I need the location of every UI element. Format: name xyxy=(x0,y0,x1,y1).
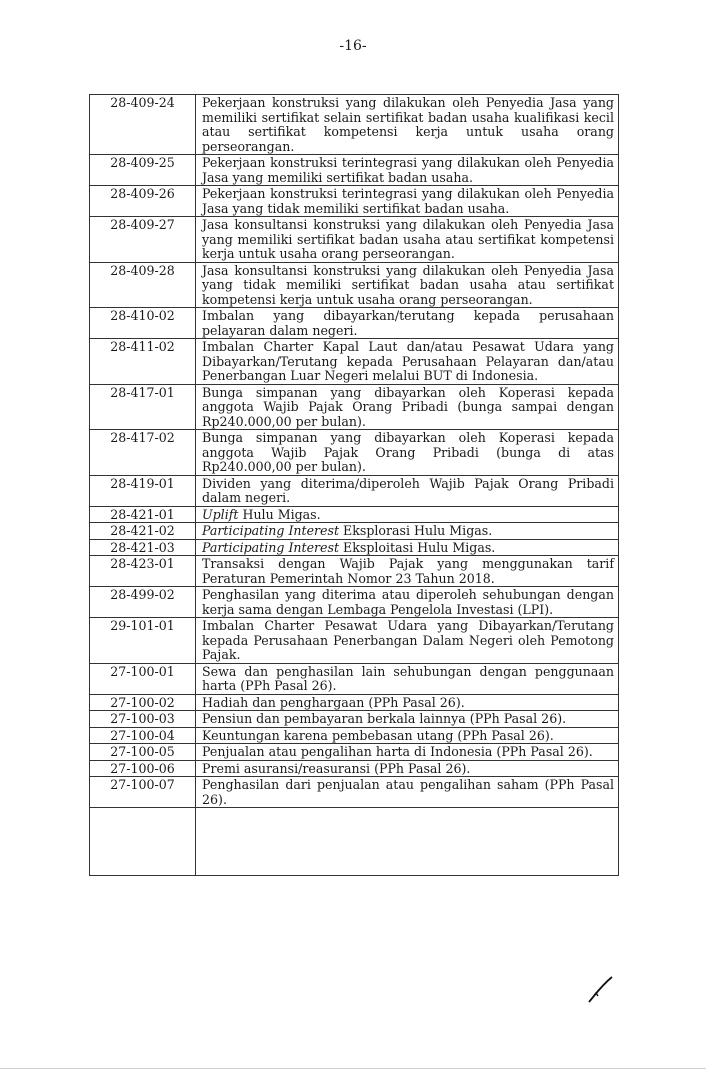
table-row xyxy=(90,744,619,761)
row-code: 28-409-25 xyxy=(90,155,196,186)
row-description: Sewa dan penghasilan lain sehubungan dengan penggunaan harta (PPh Pasal 26). xyxy=(196,663,619,694)
row-code: 28-409-24 xyxy=(90,95,196,155)
table-row xyxy=(90,523,619,540)
description-text: Hulu Migas. xyxy=(238,506,321,522)
row-code: 28-421-03 xyxy=(90,539,196,556)
row-description: Penghasilan yang diterima atau diperoleh sehubungan dengan kerja sama dengan Lembaga Pengelola Investasi (LPI). xyxy=(196,587,619,618)
row-description: Jasa konsultansi konstruksi yang dilakukan oleh Penyedia Jasa yang memiliki sertifikat badan usaha atau sertifikat kompetensi kerja untuk usaha orang perseorangan. xyxy=(196,217,619,263)
description-text: Eksploitasi Hulu Migas. xyxy=(339,539,496,555)
row-description: Pekerjaan konstruksi terintegrasi yang dilakukan oleh Penyedia Jasa yang memiliki sertifikat badan usaha. xyxy=(196,155,619,186)
table-row xyxy=(90,475,619,506)
table-row xyxy=(90,384,619,430)
row-description: Penghasilan dari penjualan atau pengalihan saham (PPh Pasal 26). xyxy=(196,777,619,808)
row-description: Pekerjaan konstruksi yang dilakukan oleh Penyedia Jasa yang memiliki sertifikat selain sertifikat badan usaha kualifikasi kecil atau sertifikat kompetensi kerja untuk usaha orang perseorangan. xyxy=(196,95,619,155)
row-code: 27-100-05 xyxy=(90,744,196,761)
table-row xyxy=(90,777,619,808)
row-code: 28-417-01 xyxy=(90,384,196,430)
row-description: Imbalan yang dibayarkan/terutang kepada perusahaan pelayaran dalam negeri. xyxy=(196,308,619,339)
row-description: Hadiah dan penghargaan (PPh Pasal 26). xyxy=(196,694,619,711)
table-row xyxy=(90,711,619,728)
row-code: 27-100-06 xyxy=(90,760,196,777)
row-code: 28-409-28 xyxy=(90,262,196,308)
table-row xyxy=(90,587,619,618)
empty-code-cell xyxy=(90,808,196,876)
tax-code-table xyxy=(89,94,619,876)
table-row xyxy=(90,663,619,694)
scan-edge-line xyxy=(0,1068,706,1069)
empty-description-cell xyxy=(196,808,619,876)
row-code: 29-101-01 xyxy=(90,618,196,664)
row-description xyxy=(196,523,619,540)
table-row xyxy=(90,155,619,186)
row-code: 28-499-02 xyxy=(90,587,196,618)
row-description: Imbalan Charter Pesawat Udara yang Dibayarkan/Terutang kepada Perusahaan Penerbangan Dalam Negeri oleh Pemotong Pajak. xyxy=(196,618,619,664)
row-description: Pensiun dan pembayaran berkala lainnya (PPh Pasal 26). xyxy=(196,711,619,728)
table-row xyxy=(90,186,619,217)
table-row xyxy=(90,506,619,523)
row-code: 28-409-26 xyxy=(90,186,196,217)
table-row xyxy=(90,339,619,385)
row-description: Dividen yang diterima/diperoleh Wajib Pajak Orang Pribadi dalam negeri. xyxy=(196,475,619,506)
row-code: 27-100-03 xyxy=(90,711,196,728)
row-description: Bunga simpanan yang dibayarkan oleh Koperasi kepada anggota Wajib Pajak Orang Pribadi (bunga sampai dengan Rp240.000,00 per bulan). xyxy=(196,384,619,430)
row-code: 27-100-04 xyxy=(90,727,196,744)
row-description: Keuntungan karena pembebasan utang (PPh Pasal 26). xyxy=(196,727,619,744)
italic-term: Participating Interest xyxy=(202,523,340,538)
table-row xyxy=(90,539,619,556)
table-row xyxy=(90,262,619,308)
row-code: 27-100-02 xyxy=(90,694,196,711)
row-description: Jasa konsultansi konstruksi yang dilakukan oleh Penyedia Jasa yang tidak memiliki sertifikat badan usaha atau sertifikat kompetensi kerja untuk usaha orang perseorangan. xyxy=(196,262,619,308)
row-description: Premi asuransi/reasuransi (PPh Pasal 26). xyxy=(196,760,619,777)
page-number: -16- xyxy=(339,38,367,54)
table-row xyxy=(90,308,619,339)
table-row xyxy=(90,694,619,711)
table-row xyxy=(90,556,619,587)
row-description xyxy=(196,539,619,556)
row-description: Imbalan Charter Kapal Laut dan/atau Pesawat Udara yang Dibayarkan/Terutang kepada Perusahaan Pelayaran dan/atau Penerbangan Luar Negeri melalui BUT di Indonesia. xyxy=(196,339,619,385)
table-row xyxy=(90,95,619,155)
table-row xyxy=(90,430,619,476)
description-text: Eksplorasi Hulu Migas. xyxy=(339,523,493,538)
row-code: 28-409-27 xyxy=(90,217,196,263)
row-code: 28-423-01 xyxy=(90,556,196,587)
table-row xyxy=(90,760,619,777)
row-description: Bunga simpanan yang dibayarkan oleh Koperasi kepada anggota Wajib Pajak Orang Pribadi (bunga di atas Rp240.000,00 per bulan). xyxy=(196,430,619,476)
initial-signature-icon xyxy=(583,975,617,1005)
row-code: 28-419-01 xyxy=(90,475,196,506)
row-code: 28-411-02 xyxy=(90,339,196,385)
table-row xyxy=(90,618,619,664)
row-description: Pekerjaan konstruksi terintegrasi yang dilakukan oleh Penyedia Jasa yang tidak memiliki sertifikat badan usaha. xyxy=(196,186,619,217)
italic-term: Uplift xyxy=(202,506,239,522)
row-code: 27-100-01 xyxy=(90,663,196,694)
table-row xyxy=(90,727,619,744)
row-code: 28-421-02 xyxy=(90,523,196,540)
row-code: 28-417-02 xyxy=(90,430,196,476)
table-row xyxy=(90,217,619,263)
row-description xyxy=(196,506,619,523)
italic-term: Participating Interest xyxy=(202,539,340,555)
row-description: Penjualan atau pengalihan harta di Indonesia (PPh Pasal 26). xyxy=(196,744,619,761)
empty-table-row xyxy=(90,808,619,876)
row-description: Transaksi dengan Wajib Pajak yang menggunakan tarif Peraturan Pemerintah Nomor 23 Tahun 2018. xyxy=(196,556,619,587)
row-code: 28-410-02 xyxy=(90,308,196,339)
row-code: 27-100-07 xyxy=(90,777,196,808)
row-code: 28-421-01 xyxy=(90,506,196,523)
